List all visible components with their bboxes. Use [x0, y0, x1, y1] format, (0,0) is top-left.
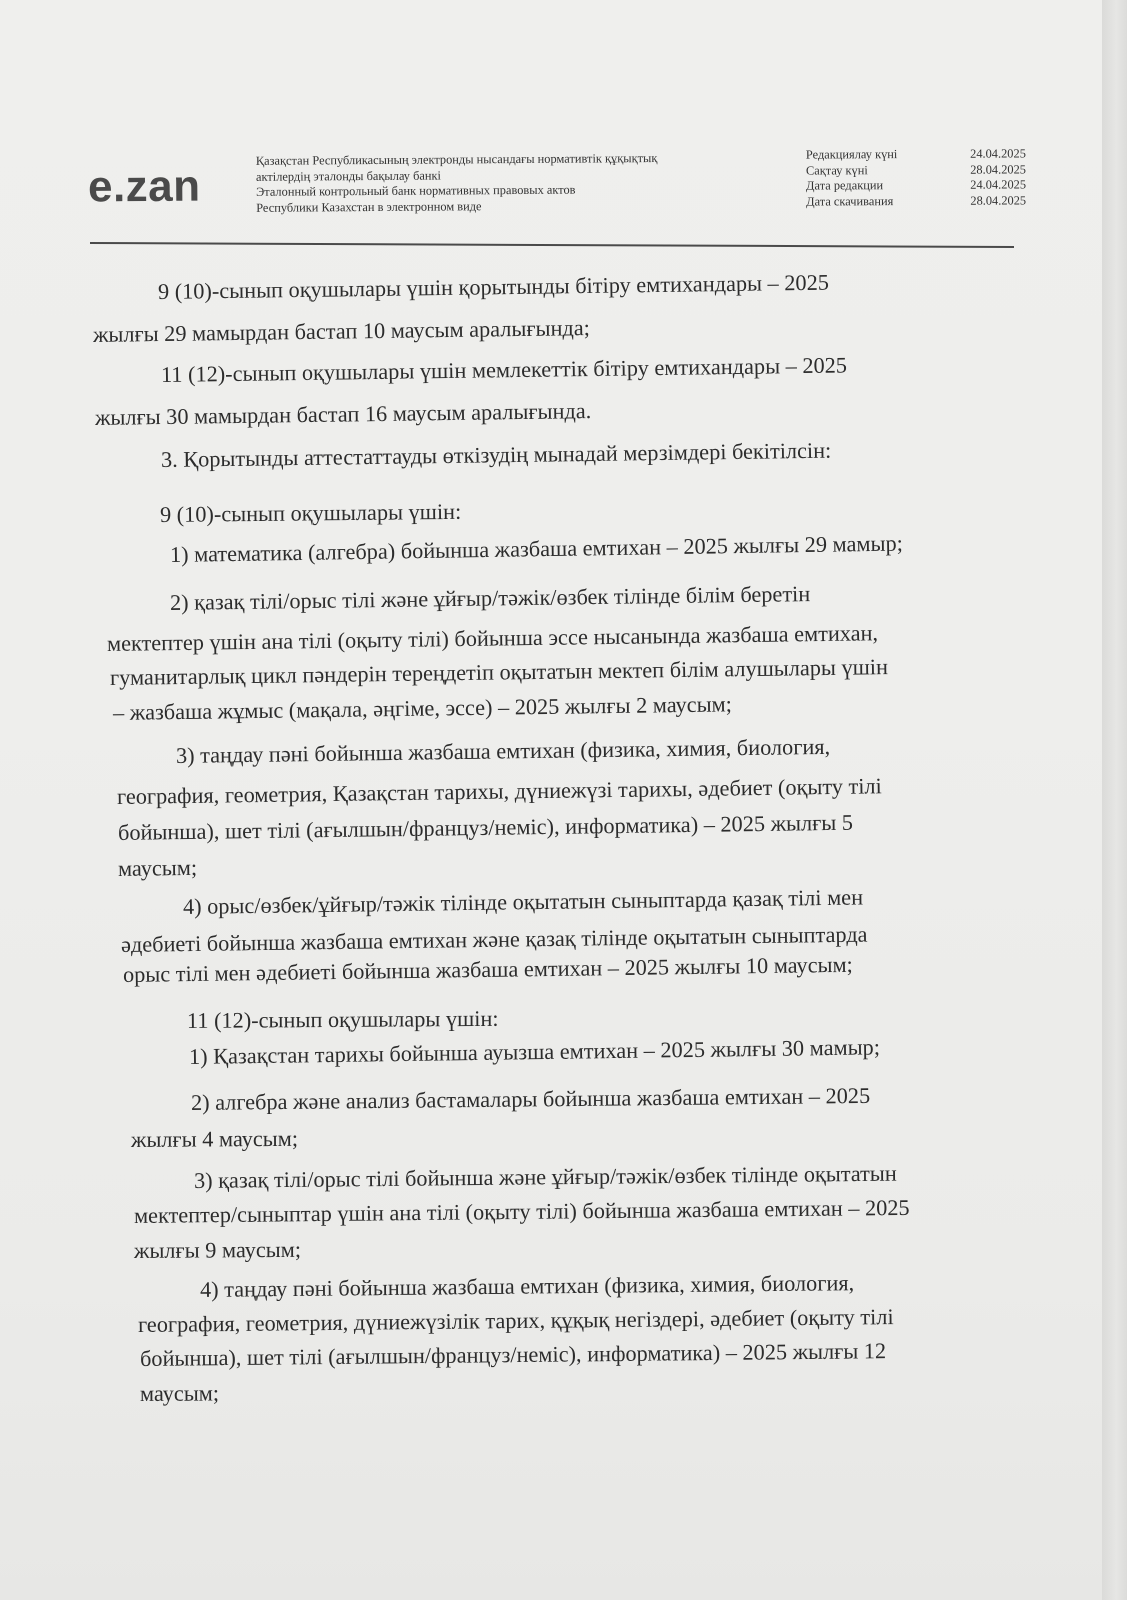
description-line: Эталонный контрольный банк нормативных правовых актов	[256, 182, 576, 199]
meta-value: 28.04.2025	[970, 161, 1026, 177]
text-line: география, геометрия, дүниежүзілік тарих, құқық негіздері, әдебиет (оқыту тілі	[137, 1304, 894, 1337]
ezan-logo: e.zan	[87, 161, 201, 212]
text-line: 1) математика (алгебра) бойынша жазбаша емтихан – 2025 жылғы 29 мамыр;	[169, 530, 904, 567]
meta-value: 24.04.2025	[970, 177, 1027, 192]
meta-label: Дата редакции	[806, 178, 884, 193]
text-line: география, геометрия, Қазақстан тарихы, дүниежүзі тарихы, әдебиет (оқыту тілі	[116, 773, 882, 809]
text-line: әдебиеті бойынша жазбаша емтихан және қазақ тілінде оқытатын сыныптарда	[120, 921, 868, 957]
text-line: гуманитарлық цикл пәндерін тереңдетіп оқытатын мектеп білім алушылары үшін	[109, 654, 889, 690]
text-line: жылғы 9 маусым;	[133, 1236, 302, 1263]
text-line: 9 (10)-сынып оқушылары үшін:	[159, 498, 462, 527]
text-line: 1) Қазақстан тарихы бойынша ауызша емтихан – 2025 жылғы 30 мамыр;	[188, 1034, 881, 1069]
text-line: 3) қазақ тілі/орыс тілі бойынша және ұйғыр/тәжік/өзбек тілінде оқытатын	[193, 1160, 897, 1193]
text-line: 3) таңдау пәні бойынша жазбаша емтихан (физика, химия, биология,	[175, 733, 831, 768]
text-line: жылғы 30 мамырдан бастап 16 маусым аралығында.	[94, 398, 592, 430]
text-line: 2) алгебра және анализ бастамалары бойынша жазбаша емтихан – 2025	[190, 1082, 871, 1115]
text-line: – жазбаша жұмыс (мақала, әңгіме, эссе) – 2025 жылғы 2 маусым;	[112, 691, 733, 725]
description-line: актілердің эталонды бақылау банкі	[255, 168, 442, 184]
text-line: маусым;	[117, 854, 198, 881]
page-edge	[1100, 0, 1127, 1600]
text-line: 3. Қорытынды аттестаттауды өткізудің мынадай мерзімдері бекітілсін:	[160, 437, 832, 472]
meta-label: Дата скачивания	[806, 193, 894, 209]
text-line: 11 (12)-сынып оқушылары үшін мемлекеттік бітіру емтихандары – 2025	[160, 352, 848, 387]
text-line: жылғы 29 мамырдан бастап 10 маусым аралығында;	[92, 315, 591, 347]
text-line: бойынша), шет тілі (ағылшын/француз/неміс), информатика) – 2025 жылғы 12	[139, 1338, 887, 1371]
text-line: мектептер үшін ана тілі (оқыту тілі) бойынша эссе нысанында жазбаша емтихан,	[106, 620, 879, 656]
text-line: 11 (12)-сынып оқушылары үшін:	[186, 1005, 499, 1033]
text-line: бойынша), шет тілі (ағылшын/француз/неміс), информатика) – 2025 жылғы 5	[117, 809, 854, 845]
meta-label: Сақтау күні	[805, 162, 868, 178]
text-line: 4) орыс/өзбек/ұйғыр/тәжік тілінде оқытатын сыныптарда қазақ тілі мен	[182, 884, 864, 919]
text-line: 4) таңдау пәні бойынша жазбаша емтихан (физика, химия, биология,	[199, 1270, 855, 1302]
text-line: 9 (10)-сынып оқушылары үшін қорытынды бітіру емтихандары – 2025	[157, 269, 830, 304]
text-line: орыс тілі мен әдебиеті бойынша жазбаша емтихан – 2025 жылғы 10 маусым;	[122, 951, 853, 987]
text-line: жылғы 4 маусым;	[130, 1125, 299, 1152]
text-line: мектептер/сыныптар үшін ана тілі (оқыту тілі) бойынша жазбаша емтихан – 2025	[133, 1194, 910, 1228]
text-line: 2) қазақ тілі/орыс тілі және ұйғыр/тәжік/өзбек тілінде білім беретін	[169, 581, 811, 615]
meta-value: 28.04.2025	[970, 192, 1027, 208]
description-line: Республики Казахстан в электронном виде	[256, 198, 482, 215]
text-line: маусым;	[139, 1380, 220, 1406]
description-line: Қазақстан Республикасының электронды нысандағы нормативтік құқықтық	[255, 151, 658, 168]
meta-value: 24.04.2025	[970, 146, 1026, 161]
meta-label: Редакциялау күні	[805, 147, 898, 162]
